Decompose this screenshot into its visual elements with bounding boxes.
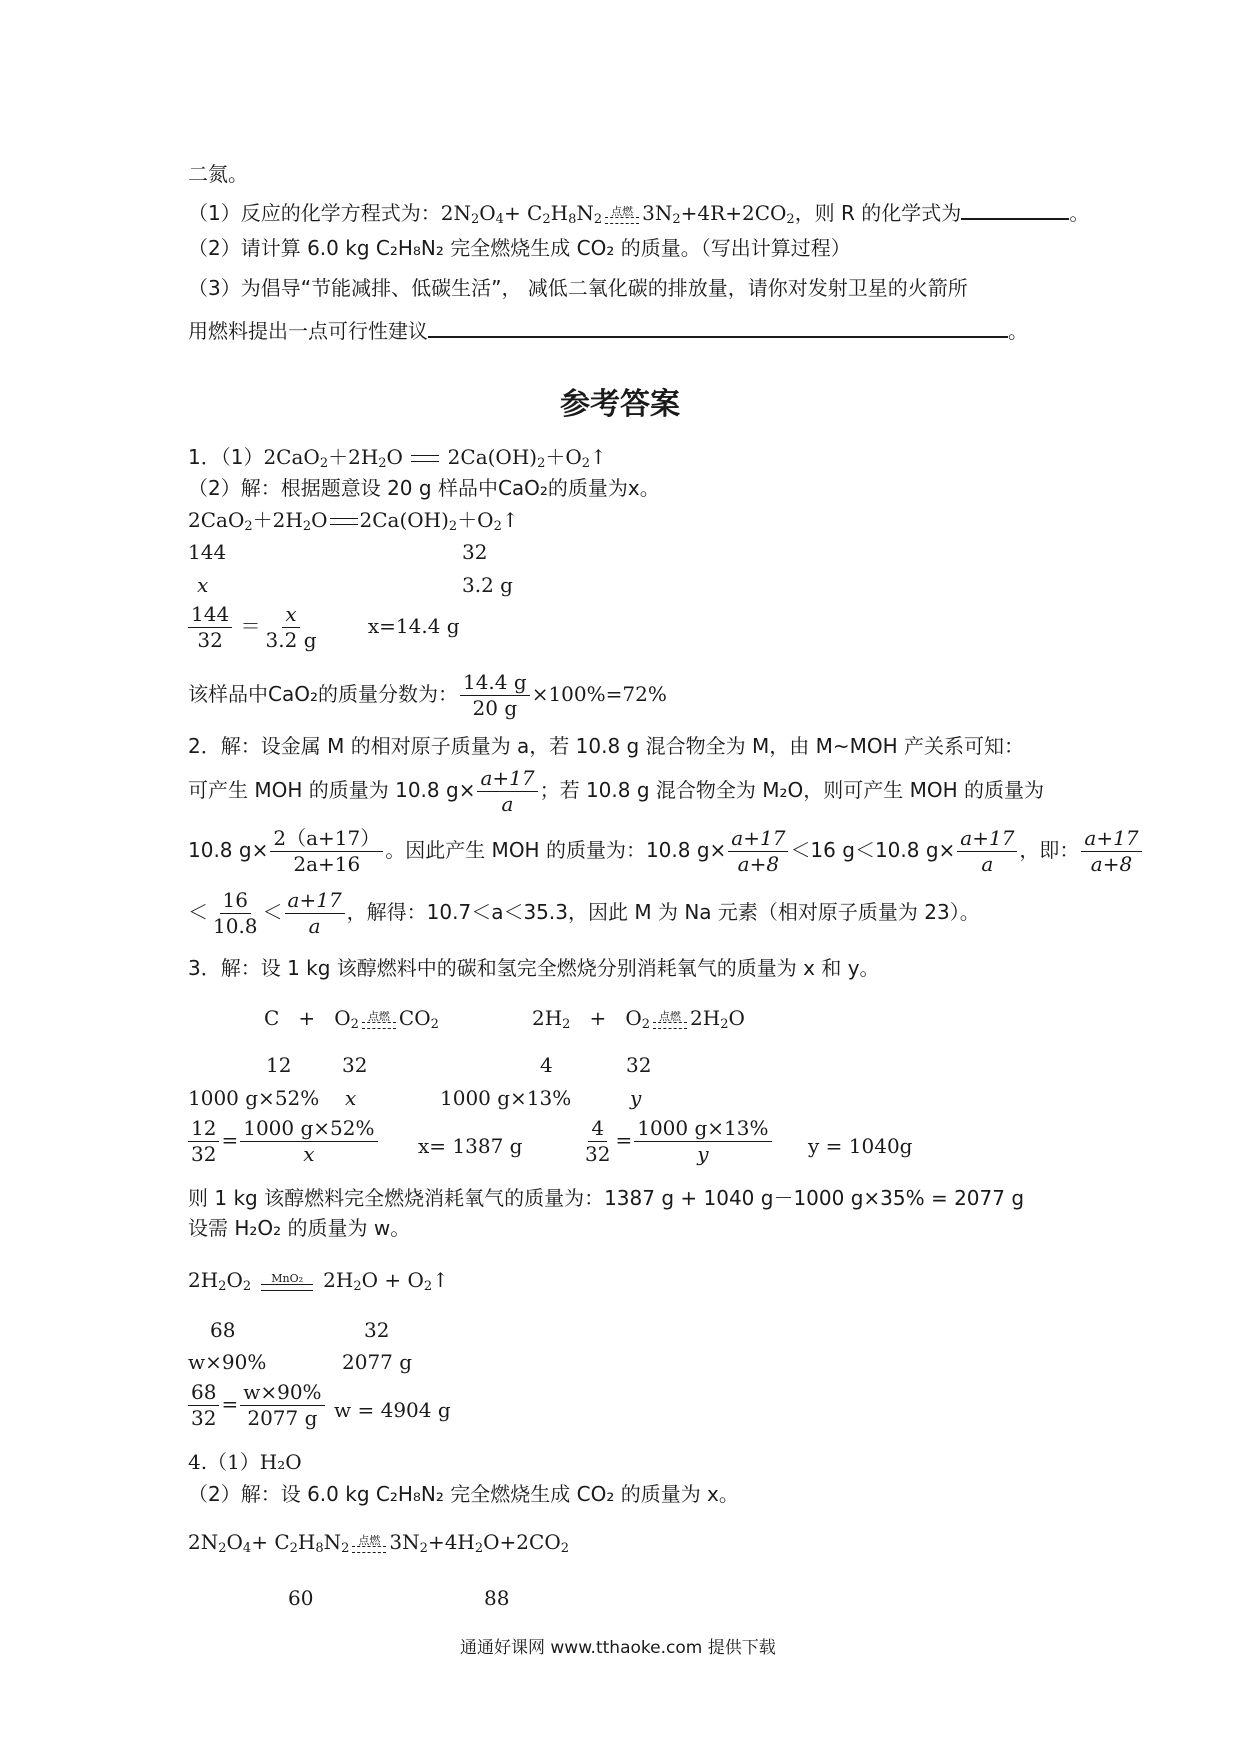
- frac-num: 68: [188, 1382, 219, 1406]
- suggestion-blank[interactable]: [428, 318, 1008, 338]
- total-oxygen-line: 则 1 kg 该醇燃料完全燃烧消耗氧气的质量为：1387 g + 1040 g－1000 g×35% = 2077 g: [188, 1186, 1025, 1210]
- mass-2077: 2077 g: [342, 1350, 413, 1374]
- a2-line3-prefix: 10.8 g×: [188, 838, 269, 862]
- condition-label: 点燃: [611, 204, 634, 218]
- a1-label: 1．（1）: [188, 445, 264, 469]
- proportion-1: $\frac{144}{32}$ ＝ $\frac{x}{3.2 g}$ x=14.4 g: [186, 604, 460, 651]
- proportion-peroxide: $\frac{68}{32}$ = $\frac{w\times 90\%}{2077 g}$: [186, 1382, 327, 1429]
- a2-line2-prefix: 可产生 MOH 的质量为 10.8 g×: [188, 778, 476, 802]
- q1-suffix: ，则 R 的化学式为: [794, 201, 962, 225]
- mass-right: 32: [462, 540, 488, 564]
- frac-den: 32: [191, 1406, 217, 1430]
- frac-num: 1000 g×52%: [240, 1118, 377, 1142]
- question-4-part-3-line-1: （3）为倡导“节能减排、低碳生活”， 减低二氧化碳的排放量，请你对发射卫星的火箭所: [188, 276, 968, 300]
- answers-title: 参考答案: [560, 387, 680, 422]
- var-right: 3.2 g: [462, 573, 513, 597]
- frac-num: a+17: [285, 890, 345, 914]
- condition-label: 点燃: [367, 1009, 390, 1023]
- var-w: w×90%: [188, 1350, 267, 1374]
- answer-3-line-1: 3．解：设 1 kg 该醇燃料中的碳和氢完全燃烧分别消耗氧气的质量为 x 和 y。: [188, 956, 880, 980]
- frac-den: a: [981, 852, 994, 876]
- carbon-equation: $C + O_2$ 点燃 $CO_2$: [264, 1006, 439, 1032]
- fraction-suffix: ×100%=72%: [531, 682, 667, 706]
- mass-32: 32: [626, 1053, 652, 1077]
- frac-num: a+17: [477, 768, 537, 792]
- mass-68: 68: [210, 1318, 236, 1342]
- mass-88: 88: [484, 1586, 510, 1610]
- frac-num: 4: [588, 1118, 607, 1142]
- proportion-hydrogen: $\frac{4}{32}$ = $\frac{1000 g\times 13\%}{y}$: [580, 1118, 774, 1165]
- frac-num: x: [282, 604, 299, 628]
- frac-num: 14.4 g: [460, 672, 530, 696]
- mass-12: 12: [266, 1053, 292, 1077]
- mass-32: 32: [342, 1053, 368, 1077]
- hydrogen-mass: 1000 g×13%: [440, 1086, 572, 1110]
- q1-end: 。: [1069, 201, 1090, 225]
- frac-den: 2077 g: [247, 1406, 318, 1430]
- page-footer: 通通好课网 www.tthaoke.com 提供下载: [460, 1638, 776, 1658]
- question-4-part-3-line-2: [188, 318, 1028, 341]
- condition-label: 点燃: [659, 1009, 682, 1023]
- frac-den: a+8: [1090, 852, 1133, 876]
- mass-left: 144: [188, 540, 227, 564]
- fraction-prefix: 该样品中CaO₂的质量分数为：: [188, 682, 458, 706]
- mass-60: 60: [288, 1586, 314, 1610]
- question-4-part-1: [188, 200, 1090, 227]
- question-4-part-2: （2）请计算 6.0 kg C₂H₈N₂ 完全燃烧生成 CO₂ 的质量。（写出计算过程）: [188, 236, 851, 260]
- frac-den: 2a+16: [293, 852, 361, 876]
- var-left: x: [197, 573, 209, 597]
- var-x: x: [345, 1086, 357, 1110]
- reaction-equation: $2N_2O_4+ C_2H_8N_2$ 点燃 $3N_2+4R+2CO_2$: [440, 201, 795, 227]
- frac-den: 20 g: [472, 696, 518, 720]
- mass-4: 4: [540, 1053, 553, 1077]
- result-x: x= 1387 g: [418, 1134, 523, 1158]
- a2-line3-mid3: ，即：: [1019, 838, 1080, 862]
- carbon-mass: 1000 g×52%: [188, 1086, 320, 1110]
- answer-4-part-2: （2）解：设 6.0 kg C₂H₈N₂ 完全燃烧生成 CO₂ 的质量为 x。: [188, 1482, 739, 1506]
- answer-2-line-2: [188, 768, 1044, 815]
- answer-4-part-1: 4.（1）H₂O: [188, 1450, 302, 1474]
- answer-1-part-2: （2）解：根据题意设 20 g 样品中CaO₂的质量为x。: [188, 476, 660, 500]
- frac-num: w×90%: [240, 1382, 324, 1406]
- q3-line2-text: 用燃料提出一点可行性建议: [188, 319, 428, 343]
- peroxide-equation: $2H_2O_2$ MnO₂ $2H_2O$ + $O_2↑$: [188, 1268, 449, 1294]
- q3-end: 。: [1008, 319, 1028, 343]
- frac-num: 2（a+17）: [270, 828, 383, 852]
- proportion-carbon: $\frac{12}{32}$ = $\frac{1000 g\times 52\%}{x}$: [186, 1118, 380, 1165]
- result-y: y = 1040g: [808, 1134, 913, 1158]
- hydrogen-equation: $2H_2 + O_2$ 点燃 $2H_2O$: [532, 1006, 745, 1032]
- result-w: w = 4904 g: [334, 1398, 451, 1422]
- frac-den: 3.2 g: [265, 628, 317, 652]
- answer-2-line-1: 2．解：设金属 M 的相对原子质量为 a，若 10.8 g 混合物全为 M，由 M~MOH 产关系可知：: [188, 734, 1024, 758]
- frac-den: a: [501, 792, 514, 816]
- a2-line3-mid2: ＜16 g＜10.8 g×: [790, 838, 956, 862]
- answer-1-part-1: 1．$(1)2CaO_2+2H_2O$ $2Ca(OH)_2+O_2↑$: [188, 445, 607, 471]
- frac-num: 1000 g×13%: [634, 1118, 771, 1142]
- frac-num: a+17: [957, 828, 1017, 852]
- result-x: x=14.4 g: [367, 614, 460, 638]
- mass-32: 32: [364, 1318, 390, 1342]
- frac-den: 32: [585, 1142, 611, 1166]
- frac-num: 12: [188, 1118, 219, 1142]
- condition-label: 点燃: [358, 1533, 381, 1547]
- frac-num: a+17: [728, 828, 788, 852]
- frac-num: 16: [220, 890, 251, 914]
- var-y: y: [630, 1086, 642, 1110]
- frac-den: a+8: [737, 852, 780, 876]
- answer-blank[interactable]: [961, 200, 1069, 220]
- frac-num: 144: [188, 604, 232, 628]
- set-w-line: 设需 H₂O₂ 的质量为 w。: [188, 1216, 411, 1240]
- catalyst-label: MnO₂: [271, 1271, 304, 1285]
- a2-line2-suffix: ；若 10.8 g 混合物全为 M₂O，则可产生 MOH 的质量为: [539, 778, 1045, 802]
- a2-line3-mid: 。因此产生 MOH 的质量为：10.8 g×: [385, 838, 727, 862]
- a2-line4-suffix: ，解得：10.7＜a＜35.3，因此 M 为 Na 元素（相对原子质量为 23）。: [346, 900, 980, 924]
- answer-1-equation: $2CaO_2+2H_2O$ $2Ca(OH)_2+O_2↑$: [188, 508, 519, 534]
- frac-den: 32: [191, 1142, 217, 1166]
- frac-den: 32: [197, 628, 223, 652]
- q1-prefix: （1）反应的化学方程式为：: [188, 201, 441, 225]
- answer-4-equation: $2N_2O_4+ C_2H_8N_2$ 点燃 $3N_2+4H_2O+2CO_2$: [188, 1530, 570, 1556]
- answer-2-line-3: [188, 828, 1144, 875]
- frac-den: 10.8: [213, 914, 258, 938]
- mass-fraction-line: [188, 672, 667, 719]
- frac-den: x: [303, 1142, 315, 1166]
- answer-2-line-4: ＜ $\frac{16}{10.8}$ ＜ $\frac{a+17}{a}$ ，解得：10.7＜a＜35.3，因此 M 为 Na 元素（相对原子质量为 23）。: [188, 888, 980, 938]
- frac-num: a+17: [1081, 828, 1141, 852]
- frac-den: y: [697, 1142, 709, 1166]
- question-continuation: 二氮。: [188, 162, 248, 186]
- frac-den: a: [308, 914, 321, 938]
